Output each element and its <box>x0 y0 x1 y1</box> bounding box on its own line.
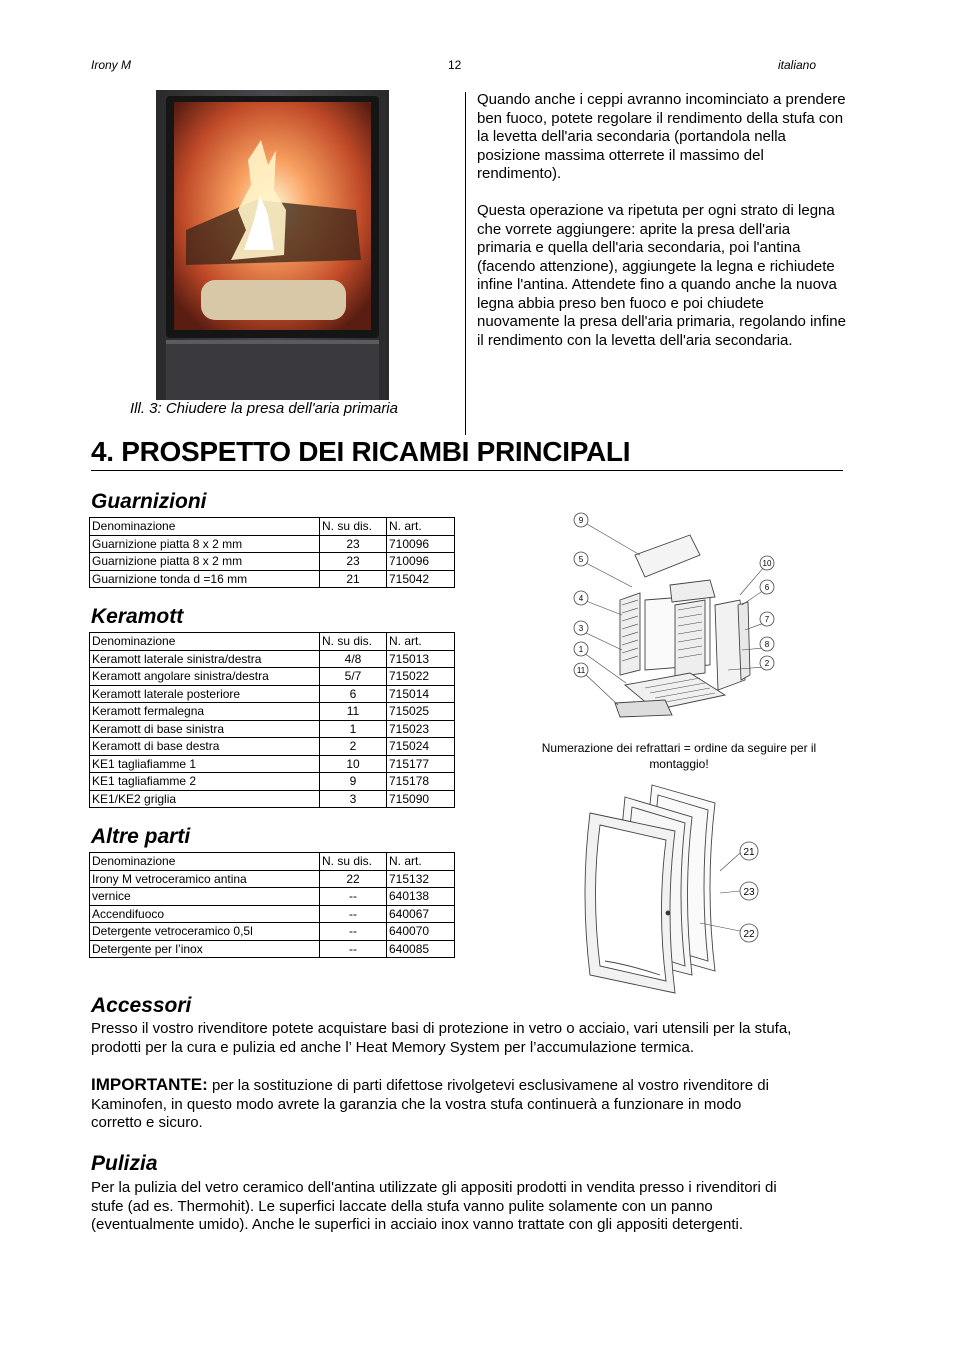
cell-article: 710096 <box>387 553 455 571</box>
importante-line-2: Kaminofen, in questo modo avrete la garanzia che la vostra stufa continuerà a funzionare in modo <box>91 1095 742 1113</box>
cell-name: KE1/KE2 griglia <box>90 790 320 808</box>
table-header-row <box>90 853 455 871</box>
cell-article: 710096 <box>387 535 455 553</box>
cell-drawing-number: -- <box>320 905 387 923</box>
accessori-paragraph <box>91 1020 851 1057</box>
cell-drawing-number: 1 <box>320 720 387 738</box>
cell-article: 640070 <box>387 923 455 941</box>
table-row <box>90 720 455 738</box>
guarnizioni-table <box>89 517 455 588</box>
table-row <box>90 905 455 923</box>
altre-parti-table <box>89 852 455 958</box>
cell-article: 640138 <box>387 888 455 906</box>
accessori-line-2: prodotti per la cura e pulizia ed anche l’ Heat Memory System per l’accumulazione termica. <box>91 1038 695 1056</box>
cell-drawing-number: 21 <box>320 570 387 588</box>
door-exploded-diagram <box>580 783 770 998</box>
col-n-art: N. art. <box>387 518 455 536</box>
cell-drawing-number: 22 <box>320 870 387 888</box>
cell-name: Guarnizione piatta 8 x 2 mm <box>90 535 320 553</box>
accessori-line-1: Presso il vostro rivenditore potete acquistare basi di protezione in vetro o acciaio, vari utensili per la stufa, <box>91 1020 792 1037</box>
cell-article: 715090 <box>387 790 455 808</box>
column-divider <box>465 92 466 435</box>
callout-label: 10 <box>762 559 772 568</box>
cell-name: Keramott laterale sinistra/destra <box>90 650 320 668</box>
altre-parti-title: Altre parti <box>91 825 191 848</box>
callout-label: 11 <box>576 666 586 675</box>
cell-drawing-number: 4/8 <box>320 650 387 668</box>
cell-article: 715042 <box>387 570 455 588</box>
cell-article: 715023 <box>387 720 455 738</box>
cell-name: Detergente vetroceramico 0,5l <box>90 923 320 941</box>
callout-label: 5 <box>578 555 584 564</box>
diagram-caption-line-1: Numerazione dei refrattari = ordine da seguire per il <box>541 741 817 755</box>
cell-name: Guarnizione tonda d =16 mm <box>90 570 320 588</box>
cell-article: 715024 <box>387 738 455 756</box>
table-row <box>90 738 455 756</box>
section-title: 4. PROSPETTO DEI RICAMBI PRINCIPALI <box>91 436 631 467</box>
col-n-art: N. art. <box>387 633 455 651</box>
importante-paragraph <box>91 1076 851 1133</box>
cell-name: KE1 tagliafiamme 1 <box>90 755 320 773</box>
cell-article: 715177 <box>387 755 455 773</box>
cell-name: Guarnizione piatta 8 x 2 mm <box>90 553 320 571</box>
callout-label: 8 <box>764 640 770 649</box>
intro-paragraph-2: Questa operazione va ripetuta per ogni strato di legna che vorrete aggiungere: aprite la presa dell'aria primaria e quella dell'aria secondaria, poi l'antina (facendo attenzione), aggiungete la legna e richiudete infine l'antina. Attendete fino a quando anche la nuova legna abbia preso ben fuoco e poi chiudete nuovamente la presa dell'aria primaria, regolando infine il rendimento con la levetta dell'aria secondaria. <box>477 202 846 349</box>
col-n-su-dis: N. su dis. <box>320 853 387 871</box>
cell-drawing-number: 5/7 <box>320 668 387 686</box>
table-row <box>90 870 455 888</box>
table-row <box>90 790 455 808</box>
photo-caption: Ill. 3: Chiudere la presa dell'aria primaria <box>130 400 398 417</box>
cell-name: KE1 tagliafiamme 2 <box>90 773 320 791</box>
page-number: 12 <box>448 58 462 72</box>
callout-label: 9 <box>578 516 584 525</box>
col-n-art: N. art. <box>387 853 455 871</box>
table-row <box>90 755 455 773</box>
cell-drawing-number: 10 <box>320 755 387 773</box>
header-product: Irony M <box>91 58 132 72</box>
table-row <box>90 685 455 703</box>
callout-label: 4 <box>578 594 584 603</box>
pulizia-paragraph <box>91 1179 851 1235</box>
keramott-table <box>89 632 455 808</box>
importante-line-1: per la sostituzione di parti difettose rivolgetevi esclusivamene al vostro rivenditore di <box>207 1077 769 1094</box>
col-n-su-dis: N. su dis. <box>320 518 387 536</box>
section-title-rule <box>91 470 843 471</box>
keramott-title: Keramott <box>91 605 184 628</box>
cell-article: 640067 <box>387 905 455 923</box>
importante-label: IMPORTANTE: <box>91 1075 208 1094</box>
cell-drawing-number: 2 <box>320 738 387 756</box>
cell-article: 640085 <box>387 940 455 958</box>
col-denominazione: Denominazione <box>90 633 320 651</box>
pulizia-title: Pulizia <box>91 1152 158 1175</box>
pulizia-line-3: (eventualmente umido). Anche le superfici in acciaio inox vanno trattate con gli appositi detergenti. <box>91 1216 744 1233</box>
diagram-caption <box>520 740 838 772</box>
cell-article: 715178 <box>387 773 455 791</box>
callout-label: 23 <box>743 887 755 898</box>
cell-drawing-number: -- <box>320 923 387 941</box>
accessori-title: Accessori <box>91 994 192 1017</box>
table-header-row <box>90 518 455 536</box>
intro-paragraph-1: Quando anche i ceppi avranno incominciato a prendere ben fuoco, potete regolare il rendimento della stufa con la levetta dell'aria secondaria (portandola nella posizione massima otterrete il massimo del rendimento). <box>477 91 846 182</box>
col-denominazione: Denominazione <box>90 853 320 871</box>
table-row <box>90 940 455 958</box>
cell-drawing-number: 6 <box>320 685 387 703</box>
importante-line-3: corretto e sicuro. <box>91 1114 203 1131</box>
col-denominazione: Denominazione <box>90 518 320 536</box>
table-row <box>90 535 455 553</box>
cell-name: Accendifuoco <box>90 905 320 923</box>
cell-drawing-number: 23 <box>320 553 387 571</box>
table-header-row <box>90 633 455 651</box>
cell-drawing-number: 3 <box>320 790 387 808</box>
cell-article: 715022 <box>387 668 455 686</box>
cell-drawing-number: 11 <box>320 703 387 721</box>
callout-label: 7 <box>764 615 770 624</box>
pulizia-line-2: stufe (ad es. Thermohit). Le superfici laccate della stufa vanno pulite solamente con un panno <box>91 1197 713 1215</box>
table-row <box>90 923 455 941</box>
table-row <box>90 553 455 571</box>
cell-article: 715014 <box>387 685 455 703</box>
cell-name: Keramott di base sinistra <box>90 720 320 738</box>
table-row <box>90 570 455 588</box>
cell-name: Keramott fermalegna <box>90 703 320 721</box>
table-row <box>90 888 455 906</box>
table-row <box>90 773 455 791</box>
cell-article: 715013 <box>387 650 455 668</box>
callout-label: 3 <box>578 624 584 633</box>
cell-article: 715132 <box>387 870 455 888</box>
table-row <box>90 650 455 668</box>
cell-drawing-number: 9 <box>320 773 387 791</box>
cell-drawing-number: -- <box>320 888 387 906</box>
guarnizioni-title: Guarnizioni <box>91 490 207 513</box>
cell-name: Irony M vetroceramico antina <box>90 870 320 888</box>
cell-name: Detergente per l’inox <box>90 940 320 958</box>
callout-label: 21 <box>743 847 755 858</box>
table-row <box>90 668 455 686</box>
stove-fire-photo <box>156 90 389 400</box>
col-n-su-dis: N. su dis. <box>320 633 387 651</box>
refractory-exploded-diagram <box>560 505 790 725</box>
cell-name: Keramott laterale posteriore <box>90 685 320 703</box>
cell-name: Keramott di base destra <box>90 738 320 756</box>
callout-label: 6 <box>764 583 770 592</box>
cell-drawing-number: 23 <box>320 535 387 553</box>
callout-label: 2 <box>764 659 770 668</box>
callout-label: 1 <box>578 645 584 654</box>
cell-drawing-number: -- <box>320 940 387 958</box>
diagram-caption-line-2: montaggio! <box>649 757 709 771</box>
callout-label: 22 <box>743 929 755 940</box>
table-row <box>90 703 455 721</box>
cell-article: 715025 <box>387 703 455 721</box>
header-language: italiano <box>778 58 817 72</box>
cell-name: Keramott angolare sinistra/destra <box>90 668 320 686</box>
cell-name: vernice <box>90 888 320 906</box>
pulizia-line-1: Per la pulizia del vetro ceramico dell'antina utilizzate gli appositi prodotti in vendita presso i rivenditori di <box>91 1179 777 1196</box>
